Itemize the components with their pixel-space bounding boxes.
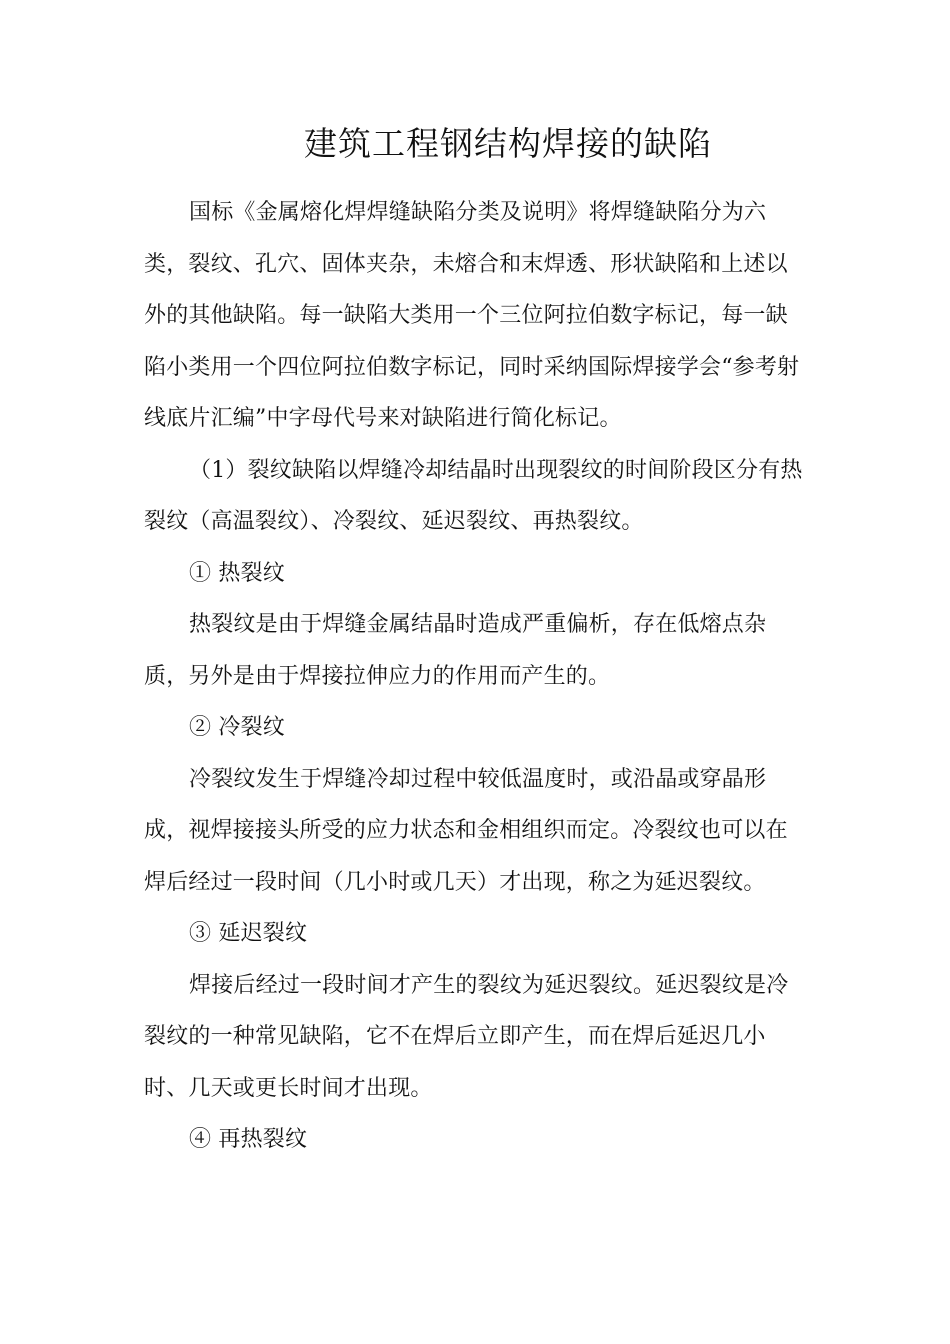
text-line: 冷裂纹发生于焊缝冷却过程中较低温度时，或沿晶或穿晶形: [189, 766, 767, 792]
text-line: 焊后经过一段时间（几小时或几天）才出现，称之为延迟裂纹。: [144, 869, 766, 895]
text-line: 国标《金属熔化焊焊缝缺陷分类及说明》将焊缝缺陷分为六: [189, 200, 767, 225]
text-line: 焊接后经过一段时间才产生的裂纹为延迟裂纹。延迟裂纹是冷: [189, 972, 789, 998]
text-line: 类，裂纹、孔穴、固体夹杂，未熔合和末焊透、形状缺陷和上述以: [144, 251, 788, 277]
text-line: ③ 延迟裂纹: [189, 921, 308, 946]
text-line: 时、几天或更长时间才出现。: [144, 1075, 433, 1101]
text-line: ② 冷裂纹: [189, 715, 285, 740]
text-line: 裂纹（高温裂纹）、冷裂纹、延迟裂纹、再热裂纹。: [144, 509, 644, 534]
text-line: 成，视焊接接头所受的应力状态和金相组织而定。冷裂纹也可以在: [144, 818, 788, 843]
text-line: 外的其他缺陷。每一缺陷大类用一个三位阿拉伯数字标记，每一缺: [144, 303, 788, 328]
text-line: 质，另外是由于焊接拉伸应力的作用而产生的。: [144, 663, 611, 689]
text-line: 陷小类用一个四位阿拉伯数字标记，同时采纳国际焊接学会“参考射: [144, 354, 800, 380]
text-line: ④ 再热裂纹: [189, 1127, 308, 1152]
text-line: 线底片汇编”中字母代号来对缺陷进行简化标记。: [144, 406, 622, 431]
text-line: ① 热裂纹: [189, 560, 285, 586]
text-line: （1）裂纹缺陷以焊缝冷却结晶时出现裂纹的时间阶段区分有热: [189, 457, 803, 483]
text-line: 裂纹的一种常见缺陷，它不在焊后立即产生，而在焊后延迟几小: [144, 1024, 766, 1049]
text-line: 热裂纹是由于焊缝金属结晶时造成严重偏析，存在低熔点杂: [189, 612, 767, 637]
document-title: 建筑工程钢结构焊接的缺陷: [304, 124, 712, 163]
document-body: [144, 187, 808, 1166]
